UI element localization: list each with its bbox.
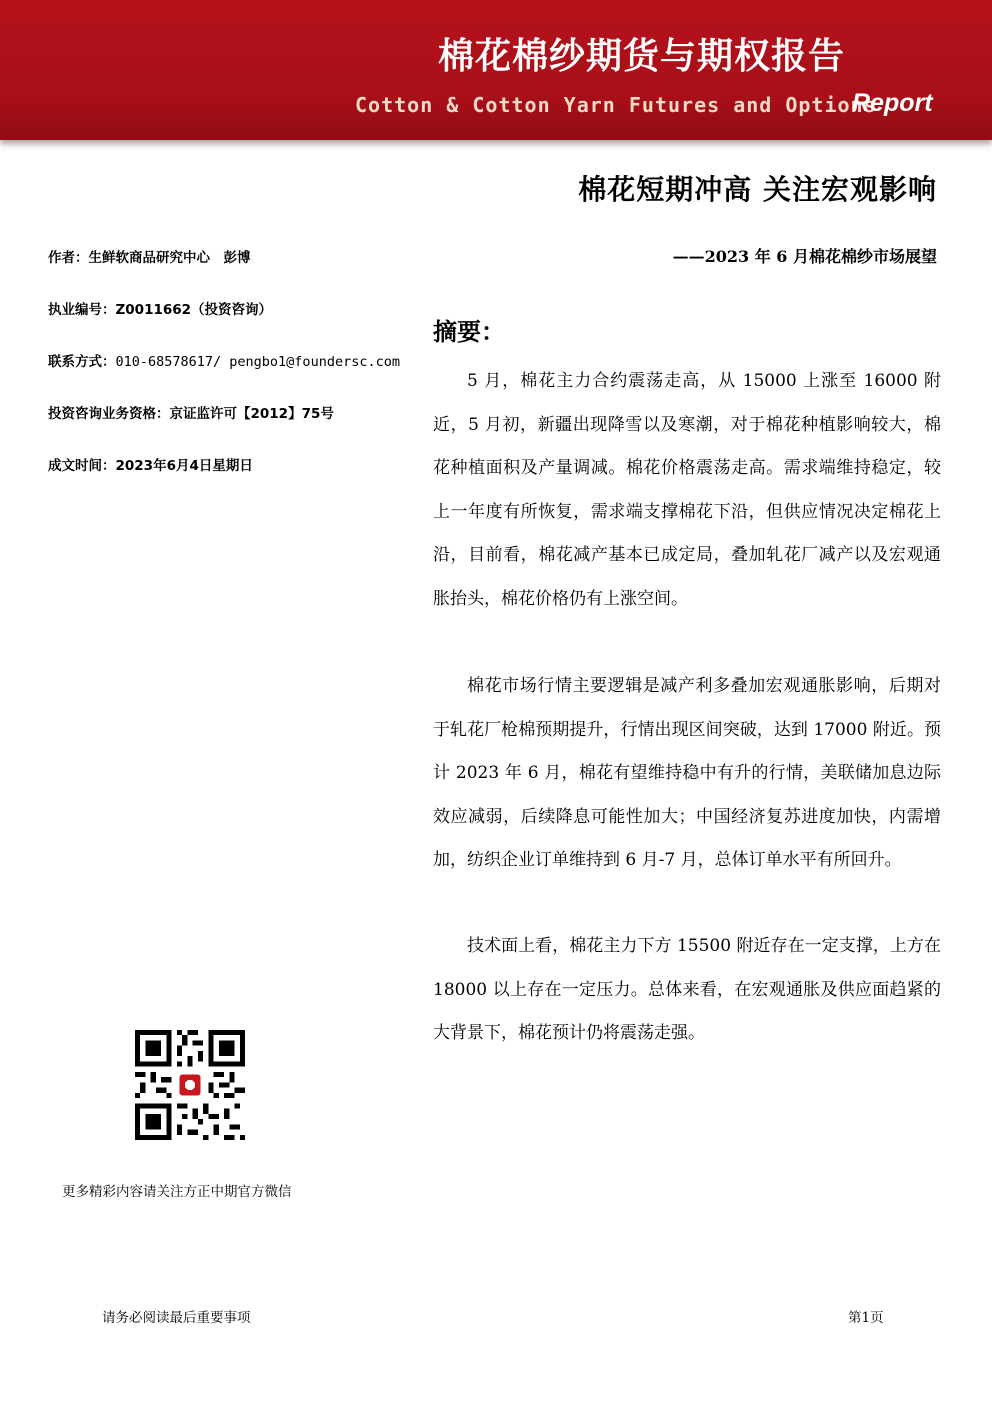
meta-contact xyxy=(48,350,400,370)
document-title: 棉花短期冲高 关注宏观影响 xyxy=(578,173,937,206)
summary-heading: 摘要： xyxy=(433,317,505,346)
wechat-qr-code xyxy=(135,1030,245,1140)
meta-author-label: 作者： xyxy=(48,250,89,266)
summary-paragraph: 棉花市场行情主要逻辑是减产利多叠加宏观通胀影响，后期对于轧花厂枪棉预期提升，行情出现区间突破，达到 17000 附近。预计 2023 年 6 月，棉花有望维持稳中有升的行情，美联储加息边际效应减弱，后续降息可能性加大；中国经济复苏进度加快，内需增加，纺织企业订单维持到 6 月-7 月，总体订单水平有所回升。 xyxy=(433,676,941,870)
footer-notice: 请务必阅读最后重要事项 xyxy=(102,1310,251,1326)
report-label: Report xyxy=(852,89,933,117)
meta-date-label: 成文时间： xyxy=(48,458,116,474)
meta-qualification-label: 投资咨询业务资格： xyxy=(48,406,170,422)
summary-paragraph: 5 月，棉花主力合约震荡走高，从 15000 上涨至 16000 附近，5 月初，新疆出现降雪以及寒潮，对于棉花种植影响较大，棉花种植面积及产量调减。棉花价格震荡走高。需求端维持稳定，较上一年度有所恢复，需求端支撑棉花下沿，但供应情况决定棉花上沿，目前看，棉花减产基本已成定局，叠加轧花厂减产以及宏观通胀抬头，棉花价格仍有上涨空间。 xyxy=(433,371,941,609)
meta-contact-label: 联系方式： xyxy=(48,354,116,370)
report-series-title: 棉花棉纱期货与期权报告 xyxy=(438,36,846,77)
qr-caption: 更多精彩内容请关注方正中期官方微信 xyxy=(62,1184,292,1200)
summary-paragraph: 技术面上看，棉花主力下方 15500 附近存在一定支撑，上方在 18000 以上存在一定压力。总体来看，在宏观通胀及供应面趋紧的大背景下，棉花预计仍将震荡走强。 xyxy=(433,936,941,1043)
meta-license-value: Z0011662（投资咨询） xyxy=(115,302,273,318)
meta-author xyxy=(48,246,251,266)
report-series-subtitle: Cotton & Cotton Yarn Futures and Options xyxy=(355,93,877,117)
meta-date-value: 2023年6月4日星期日 xyxy=(115,458,253,474)
page-number: 第1页 xyxy=(848,1310,884,1326)
meta-qualification xyxy=(48,402,334,422)
meta-date xyxy=(48,454,253,474)
header-banner xyxy=(0,0,992,140)
meta-author-value: 生鲜软商品研究中心 彭博 xyxy=(88,250,251,266)
meta-license xyxy=(48,298,272,318)
meta-license-label: 执业编号： xyxy=(48,302,116,318)
document-subtitle: ——2023 年 6 月棉花棉纱市场展望 xyxy=(672,247,937,266)
meta-qualification-value: 京证监许可【2012】75号 xyxy=(169,406,334,422)
meta-contact-value: 010-68578617/ pengbo1@foundersc.com xyxy=(115,354,400,370)
